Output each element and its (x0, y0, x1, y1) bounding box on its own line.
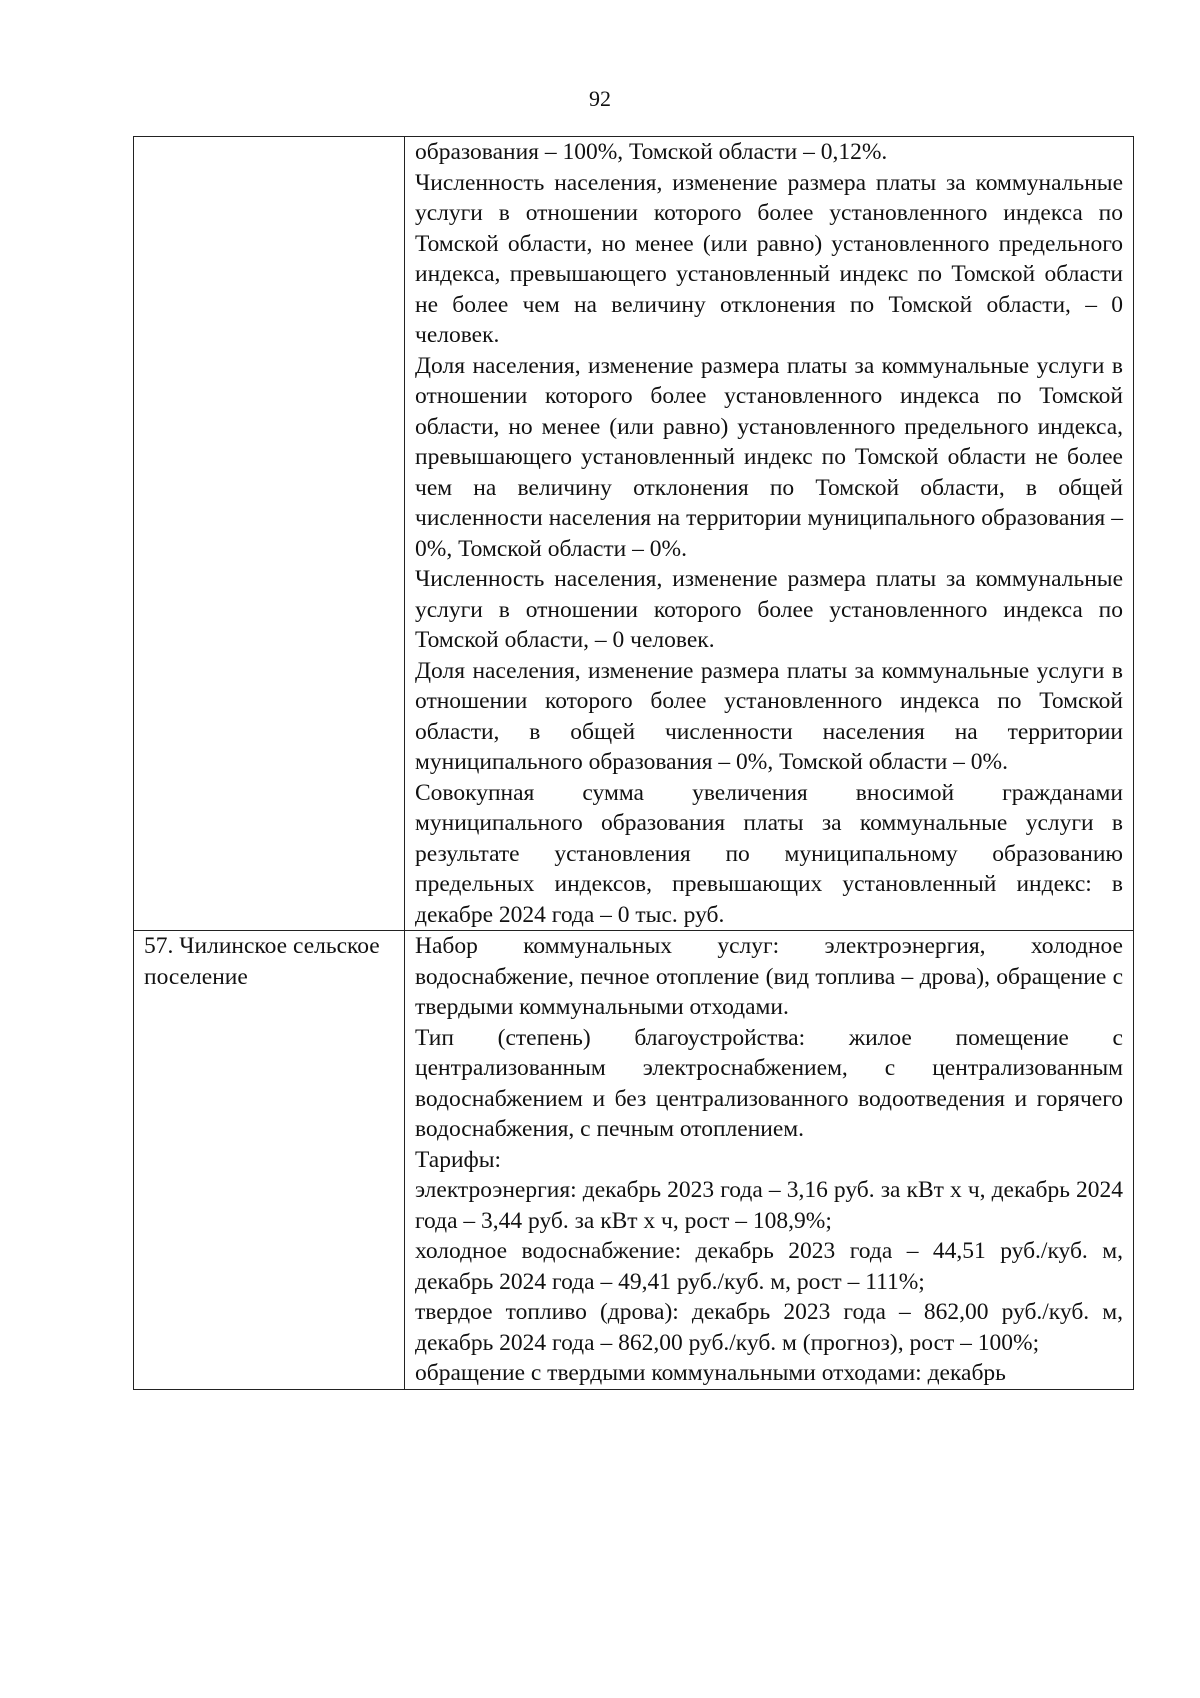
paragraph: Численность населения, изменение размера платы за коммунальные услуги в отношении которого более установленного индекса по Томской области, но менее (или равно) установленного предельного индекса, превышающего установленный индекс по Томской области не более чем на величину отклонения по Томской области, – 0 человек. (415, 169, 1123, 348)
table-row (134, 137, 1134, 931)
paragraph: холодное водоснабжение: декабрь 2023 года – 44,51 руб./куб. м, декабрь 2024 года – 49,41 руб./куб. м, рост – 111%; (415, 1238, 1123, 1295)
paragraph: Доля населения, изменение размера платы за коммунальные услуги в отношении которого более установленного индекса по Томской области, в общей численности населения на территории муниципального образования – 0%, Томской области – 0%. (415, 657, 1123, 775)
paragraph: Тарифы: (415, 1146, 502, 1173)
page-number: 92 (589, 86, 611, 111)
paragraph: обращение с твердыми коммунальными отходами: декабрь (415, 1360, 1006, 1386)
paragraph: образования – 100%, Томской области – 0,12%. (415, 139, 888, 165)
row-label-cell (134, 931, 405, 1390)
paragraph: Доля населения, изменение размера платы за коммунальные услуги в отношении которого более установленного индекса по Томской области, но менее (или равно) установленного предельного индекса, превышающего установленный индекс по Томской области не более чем на величину отклонения по Томской области, в общей численности населения на территории муниципального образования – 0%, Томской области – 0%. (415, 352, 1123, 562)
paragraph: электроэнергия: декабрь 2023 года – 3,16 руб. за кВт х ч, декабрь 2024 года – 3,44 руб. за кВт х ч, рост – 108,9%; (415, 1177, 1123, 1234)
row-content-cell (405, 931, 1134, 1390)
table-row (134, 931, 1134, 1390)
paragraph: Численность населения, изменение размера платы за коммунальные услуги в отношении которого более установленного индекса по Томской области, – 0 человек. (415, 566, 1123, 653)
row-content-cell (405, 137, 1134, 931)
data-table (133, 136, 1134, 1390)
row-label-cell (134, 137, 405, 931)
paragraph: Набор коммунальных услуг: электроэнергия, холодное водоснабжение, печное отопление (вид топлива – дрова), обращение с твердыми коммунальными отходами. (415, 933, 1123, 1020)
paragraph: Совокупная сумма увеличения вносимой гражданами муниципального образования платы за коммунальные услуги в результате установления по муниципальному образованию предельных индексов, превышающих установленный индекс: в декабре 2024 года – 0 тыс. руб. (415, 779, 1123, 928)
row-label: 57. Чилинское сельское поселение (144, 933, 380, 990)
paragraph: твердое топливо (дрова): декабрь 2023 года – 862,00 руб./куб. м, декабрь 2024 года – 862,00 руб./куб. м (прогноз), рост – 100%; (415, 1299, 1123, 1356)
paragraph: Тип (степень) благоустройства: жилое помещение с централизованным электроснабжением, с централизованным водоснабжением и без централизованного водоотведения и горячего водоснабжения, с печным отоплением. (415, 1024, 1123, 1142)
